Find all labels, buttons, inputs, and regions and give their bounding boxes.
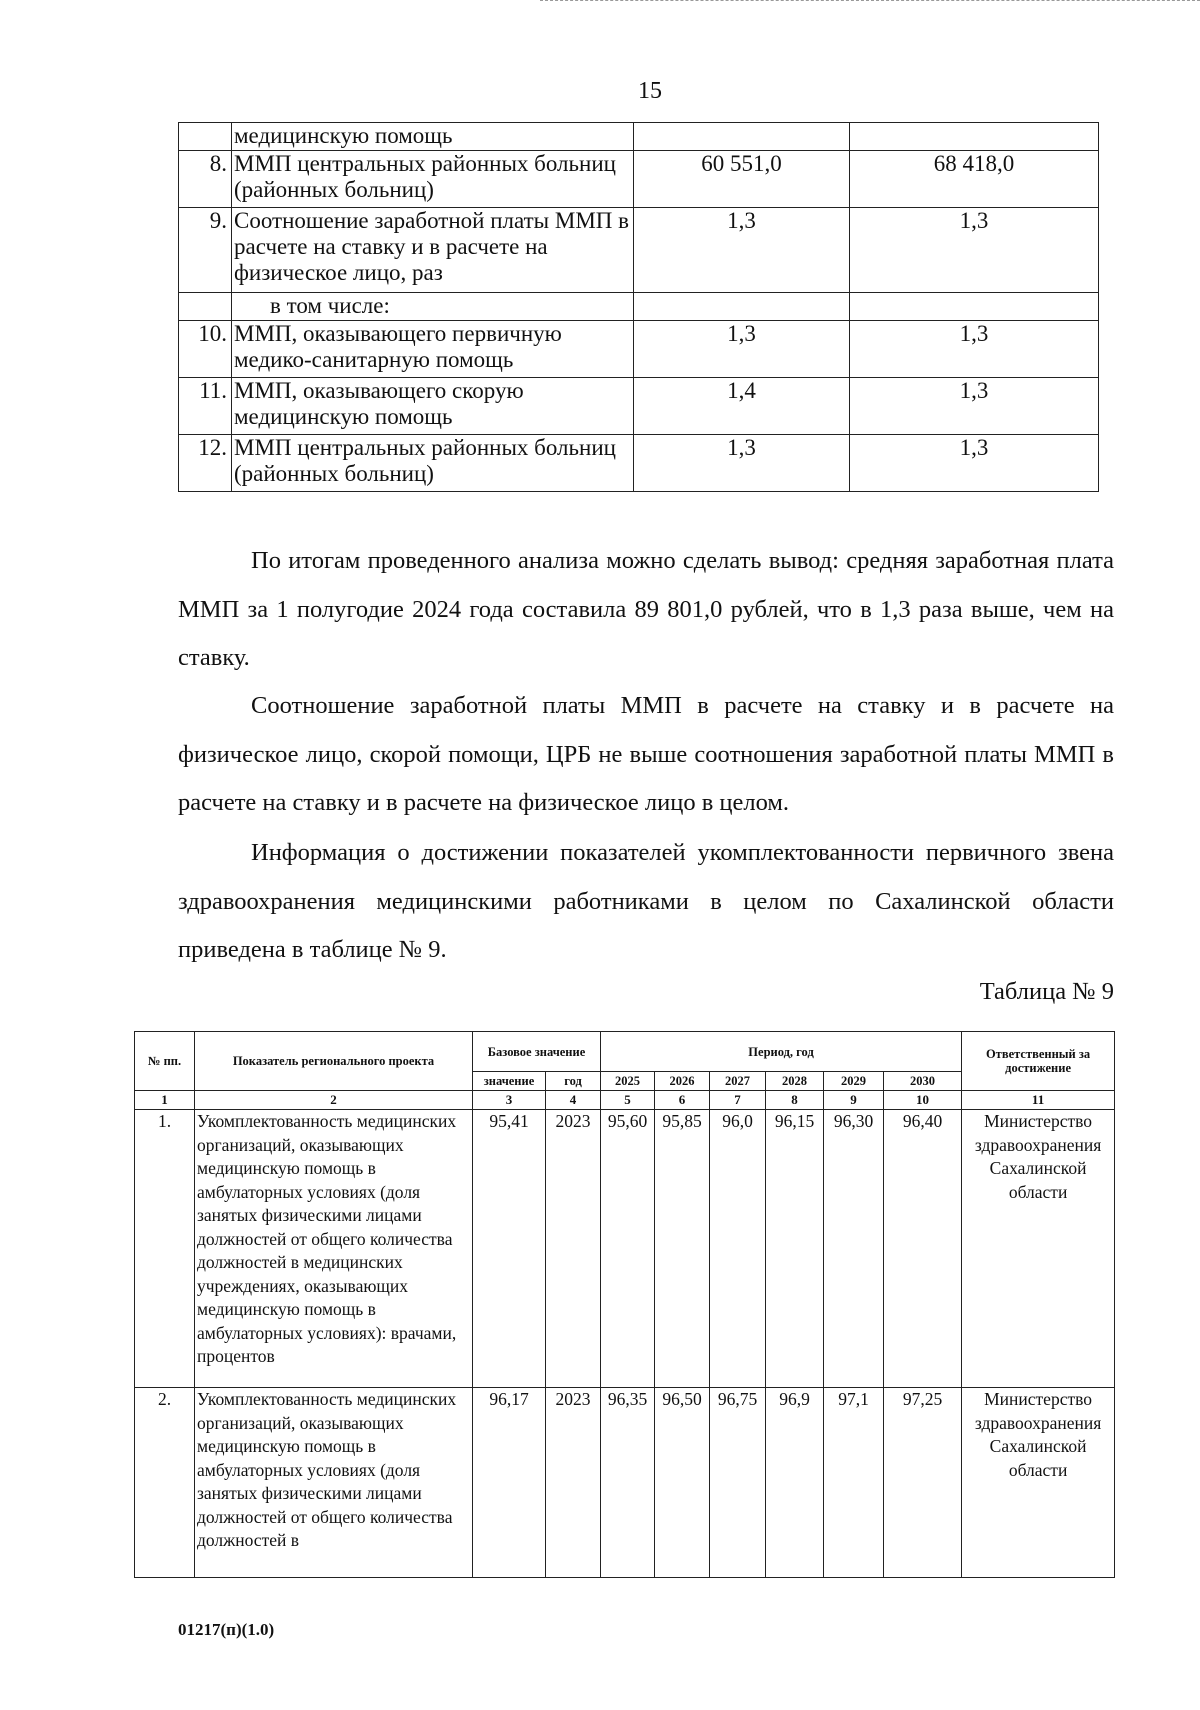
header-year: 2029: [824, 1072, 884, 1091]
row-label: ММП, оказывающего скорую медицинскую помощь: [232, 378, 634, 435]
row-responsible: Министерство здравоохранения Сахалинской области: [962, 1388, 1115, 1578]
header-base-value: значение: [473, 1072, 546, 1091]
table-row: [135, 1110, 1115, 1388]
paragraph-conclusion: [178, 537, 1114, 683]
column-number: 11: [962, 1091, 1115, 1110]
header-responsible: Ответственный за достижение: [962, 1032, 1115, 1091]
row-indicator: Укомплектованность медицинских организаций, оказывающих медицинскую помощь в амбулаторных условиях (доля занятых физическими лицами должностей от общего количества должностей в: [195, 1388, 473, 1578]
row-year-value: 96,15: [766, 1110, 824, 1388]
row-number: [179, 293, 232, 321]
table-caption: Таблица № 9: [979, 978, 1114, 1005]
staffing-table: [134, 1031, 1115, 1578]
row-base-value: 95,41: [473, 1110, 546, 1388]
row-number: 1.: [135, 1110, 195, 1388]
column-number: 5: [601, 1091, 655, 1110]
table-row: [179, 321, 1099, 378]
row-base-year: 2023: [546, 1110, 601, 1388]
paragraph-ratio: [178, 682, 1114, 828]
row-year-value: 97,25: [884, 1388, 962, 1578]
row-number: 2.: [135, 1388, 195, 1578]
column-number: 1: [135, 1091, 195, 1110]
paragraph-text: Соотношение заработной платы ММП в расчете на ставку и в расчете на физическое лицо, скорой помощи, ЦРБ не выше соотношения заработной платы ММП в расчете на ставку и в расчете на физическое лицо в целом.: [178, 692, 1114, 816]
row-year-value: 96,35: [601, 1388, 655, 1578]
header-year: 2026: [655, 1072, 710, 1091]
row-label: ММП, оказывающего первичную медико-санитарную помощь: [232, 321, 634, 378]
header-indicator: Показатель регионального проекта: [195, 1032, 473, 1091]
row-value-2: 1,3: [850, 378, 1099, 435]
column-number: 9: [824, 1091, 884, 1110]
paragraph-text: По итогам проведенного анализа можно сделать вывод: средняя заработная плата ММП за 1 полугодие 2024 года составила 89 801,0 рублей, что в 1,3 раза выше, чем на ставку.: [178, 547, 1114, 671]
row-year-value: 96,0: [710, 1110, 766, 1388]
row-value-2: 1,3: [850, 435, 1099, 492]
row-number: 11.: [179, 378, 232, 435]
row-value-1: 1,3: [634, 208, 850, 293]
row-year-value: 96,40: [884, 1110, 962, 1388]
header-year: 2025: [601, 1072, 655, 1091]
header-base: Базовое значение: [473, 1032, 601, 1072]
column-number: 10: [884, 1091, 962, 1110]
table-row: [179, 435, 1099, 492]
footer-code: 01217(п)(1.0): [178, 1620, 275, 1639]
row-year-value: 96,75: [710, 1388, 766, 1578]
row-year-value: 97,1: [824, 1388, 884, 1578]
row-label: ММП центральных районных больниц (районных больниц): [232, 435, 634, 492]
column-number: 8: [766, 1091, 824, 1110]
row-value-1: [634, 123, 850, 151]
row-indicator: Укомплектованность медицинских организаций, оказывающих медицинскую помощь в амбулаторных условиях (доля занятых физическими лицами должностей от общего количества должностей в медицинских учреждениях, оказывающих медицинскую помощь в амбулаторных условиях): врачами, процентов: [195, 1110, 473, 1388]
row-label: медицинскую помощь: [232, 123, 634, 151]
row-base-value: 96,17: [473, 1388, 546, 1578]
row-number: 12.: [179, 435, 232, 492]
row-value-1: 1,3: [634, 435, 850, 492]
column-number: 3: [473, 1091, 546, 1110]
salary-table-continued: [178, 122, 1099, 492]
table-row: [179, 378, 1099, 435]
row-value-1: 60 551,0: [634, 151, 850, 208]
row-value-1: 1,4: [634, 378, 850, 435]
page-number: 15: [638, 78, 662, 104]
row-label: ММП центральных районных больниц (районных больниц): [232, 151, 634, 208]
row-base-year: 2023: [546, 1388, 601, 1578]
row-year-value: 95,60: [601, 1110, 655, 1388]
row-number: 8.: [179, 151, 232, 208]
column-number: 6: [655, 1091, 710, 1110]
header-num: № пп.: [135, 1032, 195, 1091]
scan-edge-line: [540, 0, 1200, 1]
row-value-2: 1,3: [850, 208, 1099, 293]
paragraph-info: [178, 829, 1114, 975]
row-number: 9.: [179, 208, 232, 293]
row-number: [179, 123, 232, 151]
header-year: 2027: [710, 1072, 766, 1091]
row-value-2: [850, 293, 1099, 321]
row-year-value: 95,85: [655, 1110, 710, 1388]
row-year-value: 96,30: [824, 1110, 884, 1388]
header-year: 2030: [884, 1072, 962, 1091]
table-row: [179, 293, 1099, 321]
row-year-value: 96,9: [766, 1388, 824, 1578]
row-value-2: 68 418,0: [850, 151, 1099, 208]
row-responsible: Министерство здравоохранения Сахалинской области: [962, 1110, 1115, 1388]
table-row: [179, 123, 1099, 151]
table-row: [135, 1388, 1115, 1578]
row-label: Соотношение заработной платы ММП в расчете на ставку и в расчете на физическое лицо, раз: [232, 208, 634, 293]
table-row: [179, 208, 1099, 293]
table-row: [179, 151, 1099, 208]
row-value-2: [850, 123, 1099, 151]
header-period: Период, год: [601, 1032, 962, 1072]
row-value-1: [634, 293, 850, 321]
row-value-1: 1,3: [634, 321, 850, 378]
paragraph-text: Информация о достижении показателей укомплектованности первичного звена здравоохранения медицинскими работниками в целом по Сахалинской области приведена в таблице № 9.: [178, 839, 1114, 963]
column-number: 4: [546, 1091, 601, 1110]
row-label: в том числе:: [232, 293, 634, 321]
header-base-year: год: [546, 1072, 601, 1091]
row-value-2: 1,3: [850, 321, 1099, 378]
header-year: 2028: [766, 1072, 824, 1091]
column-number: 2: [195, 1091, 473, 1110]
row-year-value: 96,50: [655, 1388, 710, 1578]
row-number: 10.: [179, 321, 232, 378]
column-number: 7: [710, 1091, 766, 1110]
